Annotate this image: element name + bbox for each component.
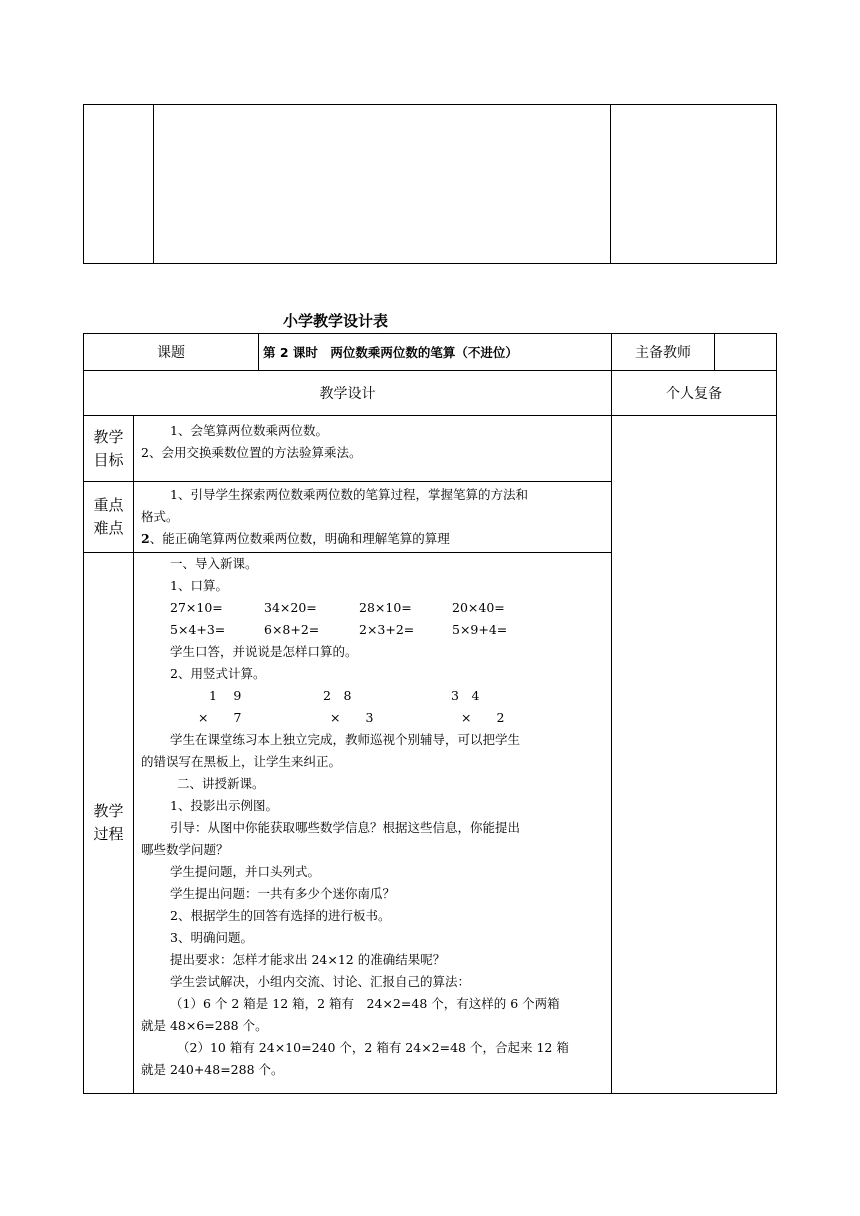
- process-content: 一、导入新课。 1、口算。 27×10= 34×20= 28×10= 20×40= 5×4+3= 6×8+2= 2×3+2= 5×9+4= 学生口答，并说说是怎样口算的。 2、用竖式计算。 1 9 2 8 3 4 × 7 × 3 × 2 学生在课堂练习本上独立完成，教师巡视个别辅导，可以把学生 的错误写在黑板上，让学生来纠正。 二、讲授新课。 1、投影出示例图。 引导：从图中你能获取哪些数学信息？根据这些信息，你能提出 哪些数学问题？ 学生提问题，并口头列式。 学生提出问题：一共有多少个迷你南瓜？ 2、根据学生的回答有选择的进行板书。 3、明确问题。 提出要求：怎样才能求出 24×12 的准确结果呢？ 学生尝试解决，小组内交流、讨论、汇报自己的算法： （1）6 个 2 箱是 12 箱，2 箱有 24×2=48 个，有这样的 6 个两箱 就是 48×6=288 个。 （2）10 箱有 24×10=240 个，2 箱有 24×2=48 个，合起来 12 箱 就是 240+48=288 个。: [134, 553, 612, 1094]
- goal-item: 2、会用交换乘数位置的方法验算乘法。: [141, 445, 362, 460]
- oral-row: 5×4+3= 6×8+2= 2×3+2= 5×9+4=: [170, 622, 508, 637]
- design-header-row: [84, 371, 777, 416]
- previous-table-content-cell: [154, 105, 611, 264]
- process-label: 教学 过程: [84, 553, 134, 1094]
- vertical-calc-bottoms: × 7 × 3 × 2: [198, 710, 505, 725]
- vertical-calc-tops: 1 9 2 8 3 4: [209, 688, 480, 703]
- previous-table-notes-cell: [611, 105, 777, 264]
- page-title: 小学教学设计表: [283, 312, 389, 330]
- goals-content: [134, 416, 612, 482]
- subject-label: 课题: [84, 334, 259, 371]
- oral-row: 27×10= 34×20= 28×10= 20×40=: [170, 600, 505, 615]
- goals-row: [84, 416, 777, 482]
- teacher-label: 主备教师: [612, 334, 715, 371]
- personal-notes-cell: [612, 416, 777, 1094]
- design-label: 教学设计: [84, 371, 612, 416]
- teacher-name-cell: [715, 334, 777, 371]
- lesson-title: 第 2 课时 两位数乘两位数的笔算（不进位）: [259, 334, 612, 371]
- header-row: [84, 334, 777, 371]
- previous-table-label-cell: [84, 105, 154, 264]
- key-points-content: 1、引导学生探索两位数乘两位数的笔算过程，掌握笔算的方法和 格式。 2、能正确笔算两位数乘两位数，明确和理解笔算的算理: [134, 482, 612, 553]
- goal-item: 1、会笔算两位数乘两位数。: [170, 423, 328, 438]
- previous-table: [83, 104, 777, 264]
- goals-label: 教学 目标: [84, 416, 134, 482]
- key-points-label: 重点 难点: [84, 482, 134, 553]
- lesson-design-table: [83, 333, 777, 1094]
- personal-label: 个人复备: [612, 371, 777, 416]
